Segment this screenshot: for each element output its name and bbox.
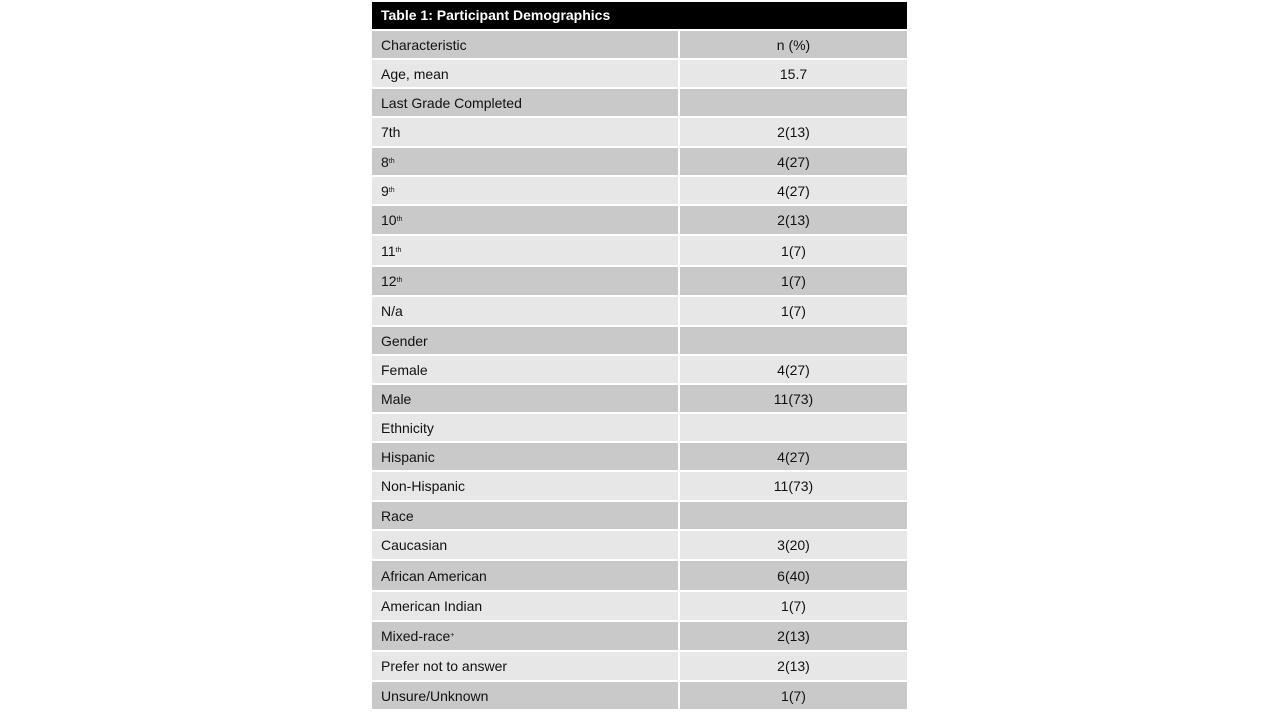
row-label-cell: 10 th (372, 206, 680, 234)
row-label: Hispanic (381, 448, 435, 465)
row-label-cell (372, 385, 680, 412)
row-label-cell (372, 60, 680, 87)
table-row (372, 650, 907, 680)
row-label: 12 (381, 273, 397, 289)
row-label-cell (372, 118, 680, 146)
row-label: 9 (381, 182, 389, 199)
table-row (372, 529, 907, 559)
row-label-cell: 11 th (372, 236, 680, 265)
row-label-cell: Mixed-race + (372, 622, 680, 650)
row-label: Characteristic (381, 36, 467, 53)
row-label: Non-Hispanic (381, 478, 466, 494)
row-label-cell (372, 652, 680, 680)
table-row (372, 116, 907, 146)
row-label-cell: 12 th (372, 267, 680, 295)
demographics-table (372, 2, 907, 709)
row-value: 15.7 (779, 65, 808, 82)
row-label: Male (381, 390, 412, 407)
row-label: Unsure/Unknown (381, 687, 489, 704)
row-label: African American (381, 567, 487, 584)
row-label-cell (372, 31, 680, 58)
row-value: 2(13) (777, 628, 810, 644)
row-label: Female (381, 361, 428, 378)
row-label-cell (372, 592, 680, 620)
row-label-cell (372, 472, 680, 500)
row-value: n (%) (776, 36, 811, 53)
row-label: Ethnicity (381, 419, 434, 436)
row-value: 6(40) (777, 567, 810, 584)
table-row (372, 412, 907, 441)
row-label-cell (372, 502, 680, 529)
row-value: 1(7) (781, 303, 806, 319)
row-label: American Indian (381, 598, 483, 614)
row-label-cell (372, 561, 680, 590)
row-value: 1(7) (781, 687, 806, 704)
table-row (372, 204, 907, 234)
row-label-cell (372, 356, 680, 383)
row-value: 2(13) (777, 212, 810, 228)
row-value (680, 89, 907, 116)
row-label-cell (372, 327, 680, 354)
row-label: Mixed-race (381, 628, 451, 644)
table-row (372, 620, 907, 650)
row-label-cell: 8 th (372, 148, 680, 175)
row-label-cell (372, 414, 680, 441)
table-row (372, 295, 907, 325)
row-value: 11(73) (773, 478, 814, 494)
row-label: N/a (381, 303, 403, 319)
row-value: 11(73) (773, 390, 814, 407)
row-label: 8 (381, 153, 389, 170)
table-row (372, 175, 907, 204)
row-value: 1(7) (781, 242, 806, 259)
table-row (372, 354, 907, 383)
row-value: 4(27) (777, 361, 810, 378)
row-label-cell (372, 531, 680, 559)
row-label: Last Grade Completed (381, 94, 522, 111)
row-label-cell (372, 443, 680, 470)
row-label-cell: 9 th (372, 177, 680, 204)
row-value: 2(13) (777, 124, 810, 140)
row-value: 4(27) (777, 153, 810, 170)
table-row (372, 58, 907, 87)
table-row (372, 234, 907, 265)
table-row (372, 29, 907, 58)
row-label-cell (372, 297, 680, 325)
table-row (372, 441, 907, 470)
row-label: 7th (381, 124, 401, 140)
row-value: 4(27) (777, 182, 810, 199)
row-value (680, 502, 907, 529)
row-value (680, 414, 907, 441)
row-label-cell (372, 682, 680, 709)
row-label: 11 (381, 242, 396, 259)
row-label: Prefer not to answer (381, 658, 508, 674)
table-row (372, 87, 907, 116)
table-row (372, 590, 907, 620)
row-label: Gender (381, 332, 428, 349)
row-label: Race (381, 507, 414, 524)
row-value: 1(7) (781, 273, 806, 289)
table-row (372, 325, 907, 354)
row-value: 3(20) (777, 537, 810, 553)
row-label-cell (372, 89, 680, 116)
row-label: Caucasian (381, 537, 448, 553)
table-row (372, 680, 907, 709)
row-label: Age, mean (381, 65, 449, 82)
table-row (372, 470, 907, 500)
table-row (372, 146, 907, 175)
row-value: 2(13) (777, 658, 810, 674)
table-row (372, 265, 907, 295)
row-value: 4(27) (777, 448, 810, 465)
table-body (372, 29, 907, 709)
row-label: 10 (381, 212, 397, 228)
row-value: 1(7) (781, 598, 806, 614)
row-value (680, 327, 907, 354)
table-row (372, 383, 907, 412)
table-row (372, 500, 907, 529)
table-title: Table 1: Participant Demographics (372, 2, 907, 29)
table-row (372, 559, 907, 590)
